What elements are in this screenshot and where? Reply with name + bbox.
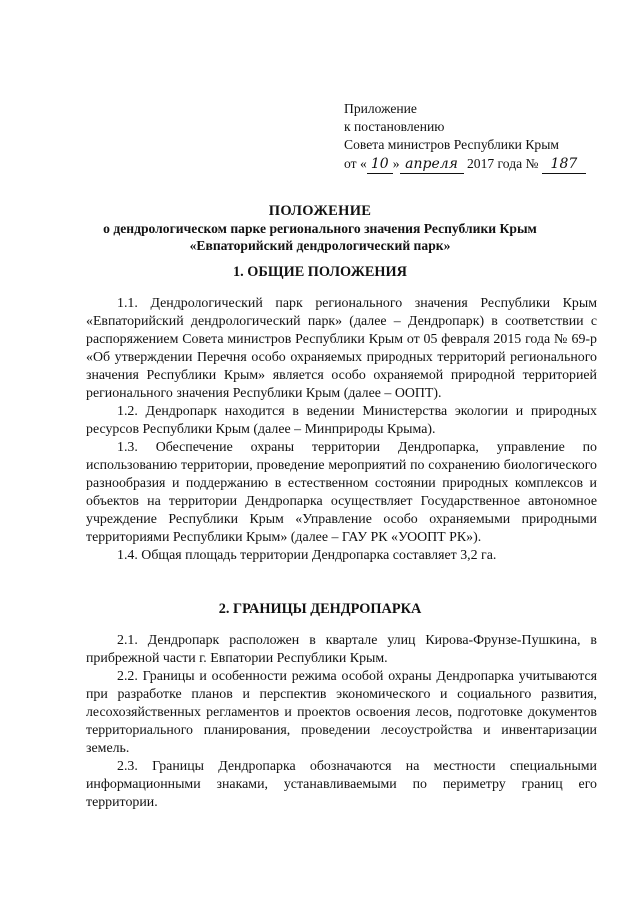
date-year-text: 2017 года № [466,155,539,171]
document-title [40,203,600,254]
section-body [86,295,597,565]
handwritten-month: апреля [400,155,464,174]
date-quote-close: » [392,155,400,171]
appendix-line: Приложение [344,101,417,116]
paragraph: 2.1. Дендропарк расположен в квартале улиц Кирова-Фрунзе-Пушкина, в прибрежной части г. Евпатории Республики Крым. [86,633,597,666]
appendix-line: к постановлению [344,119,445,135]
paragraph: 1.2. Дендропарк находится в ведении Министерства экологии и природных ресурсов Республики Крым (далее – Минприроды Крыма). [86,404,597,437]
appendix-header [344,100,586,174]
paragraph: 1.3. Обеспечение охраны территории Дендропарка, управление по использованию территории, проведение мероприятий по сохранению биологического разнообразия и поддержанию в естественном состоянии природных комплексов и объектов на территории Дендропарка осуществляет Государственное автономное учреждение Республики Крым «Управление особо охраняемыми природными территориями Республики Крым» (далее – ГАУ РК «УООПТ РК»). [86,440,597,545]
appendix-date-line [344,155,586,174]
paragraph: 1.1. Дендрологический парк регионального значения Республики Крым «Евпаторийский дендрологический парк» (далее – Дендропарк) в соответствии с распоряжением Совета министров Республики Крым от 05 февраля 2015 года № 69-р «Об утверждении Перечня особо охраняемых природных территорий регионального значения Республики Крым» является особо охраняемой природной территорией регионального значения Республики Крым (далее – ООПТ). [86,296,597,401]
date-prefix: от « [344,155,367,171]
appendix-line: Совета министров Республики Крым [344,137,559,153]
paragraph: 2.2. Границы и особенности режима особой охраны Дендропарка учитываются при разработке планов и перспектив экономического и социального развития, лесохозяйственных регламентов и проектов освоения лесов, подготовке документов территориального планирования, проведении лесоустройства и инвентаризации земель. [86,669,597,756]
section-heading: 1. ОБЩИЕ ПОЛОЖЕНИЯ [233,264,407,280]
paragraph: 2.3. Границы Дендропарка обозначаются на местности специальными информационными знаками, устанавливаемыми по периметру границ его территории. [86,759,597,810]
section-heading: 2. ГРАНИЦЫ ДЕНДРОПАРКА [218,601,422,617]
paragraph: 1.4. Общая площадь территории Дендропарка составляет 3,2 га. [117,548,497,563]
title-subtitle: «Евпаторийский дендрологический парк» [189,238,451,253]
title-subtitle: о дендрологическом парке регионального значения Республики Крым [103,221,537,236]
title-main: ПОЛОЖЕНИЕ [268,203,372,219]
section-body [86,632,597,812]
handwritten-doc-number: 187 [542,155,586,174]
handwritten-day: 10 [367,155,393,174]
